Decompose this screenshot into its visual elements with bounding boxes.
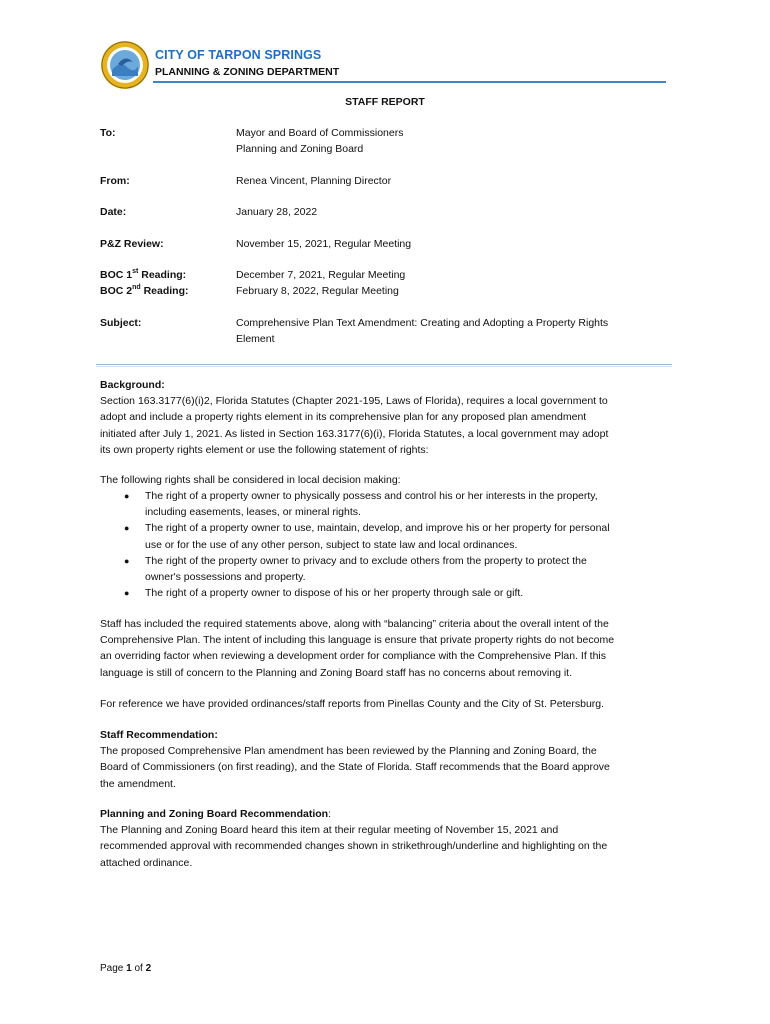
staff-recommendation-section: Staff Recommendation: The proposed Comprehensive Plan amendment has been reviewed by the Planning and Zoning Board, the Board of Commissioners (on first reading), and the State of Florida. Staff recommends that the Board approve the amendment.: [100, 727, 675, 792]
subject-value-line2: Element: [236, 333, 275, 345]
pz-review-label: P&Z Review:: [100, 238, 164, 250]
background-para1-line1: Section 163.3177(6)(i)2, Florida Statutes (Chapter 2021-195, Laws of Florida), requires a local government to: [100, 395, 608, 408]
pz-recommendation-section: Planning and Zoning Board Recommendation: The Planning and Zoning Board heard this item at their regular meeting of November 15, 2021 and recommended approval with recommended changes shown in strikethrough/underline and highlighting on the attached ordinance.: [100, 806, 675, 871]
list-item: ● The right of a property owner to dispose of his or her property through sale or gift.: [100, 585, 675, 601]
background-para3: For reference we have provided ordinances/staff reports from Pinellas County and the City of St. Petersburg.: [100, 698, 605, 710]
to-value-line1: Mayor and Board of Commissioners: [236, 127, 404, 139]
list-item: ● The right of a property owner to use, maintain, develop, and improve his or her property for personal use or for the use of any other person, subject to state law and local ordinances.: [124, 522, 610, 551]
bullet-icon: ●: [124, 523, 130, 534]
from-label: From:: [100, 175, 130, 187]
report-title: STAFF REPORT: [345, 96, 425, 108]
rights-intro: The following rights shall be considered in local decision making:: [100, 474, 401, 486]
subject-label: Subject:: [100, 317, 142, 329]
page-number: Page 1 of 2: [100, 963, 152, 974]
boc1-value: December 7, 2021, Regular Meeting: [236, 269, 406, 281]
section-divider-shadow: [96, 366, 672, 367]
background-para1-line4: its own property rights element or use the following statement of rights:: [100, 443, 429, 456]
bullet-icon: ●: [124, 555, 130, 566]
subject-value-line1: Comprehensive Plan Text Amendment: Creating and Adopting a Property Rights: [236, 317, 609, 329]
background-section: [100, 377, 675, 458]
bullet-icon: ●: [124, 491, 130, 501]
date-label: Date:: [100, 206, 127, 218]
department-name: PLANNING & ZONING DEPARTMENT: [155, 66, 340, 78]
bullet-icon: ●: [124, 588, 130, 599]
to-label: To:: [100, 127, 116, 139]
rights-list: [100, 488, 675, 601]
to-value-line2: Planning and Zoning Board: [236, 143, 364, 155]
city-name: CITY OF TARPON SPRINGS: [155, 48, 322, 62]
boc1-label: BOC 1st Reading:: [100, 267, 187, 281]
list-item: ● The right of a property owner to physically possess and control his or her interests in the property, including easements, leases, or mineral rights.: [124, 490, 598, 519]
boc2-value: February 8, 2022, Regular Meeting: [236, 285, 399, 297]
staff-recommendation-heading: Staff Recommendation:: [100, 729, 218, 741]
background-para1-line3: initiated after July 1, 2021. As listed in Section 163.3177(6)(i), Florida Statutes, a local government may adopt: [100, 427, 609, 440]
background-heading: Background:: [100, 379, 165, 391]
pz-review-value: November 15, 2021, Regular Meeting: [236, 238, 412, 250]
date-value: January 28, 2022: [236, 206, 318, 218]
header-divider: [153, 81, 666, 83]
background-para1-line2: adopt and include a property rights element in its comprehensive plan for any proposed plan amendment: [100, 411, 587, 424]
from-value: Renea Vincent, Planning Director: [236, 175, 392, 187]
boc2-label: BOC 2nd Reading:: [100, 283, 189, 297]
background-para2: Staff has included the required statements above, along with “balancing” criteria about the overall intent of the Comprehensive Plan. The intent of including this language is ensure that private property rights do not become an overriding factor when reviewing a development order for compliance with the Comprehensive Plan. If this language is still of concern to the Planning and Zoning Board staff has no concerns about removing it.: [100, 618, 615, 679]
city-seal-icon: [100, 40, 150, 90]
pz-recommendation-heading: Planning and Zoning Board Recommendation:: [100, 808, 332, 820]
list-item: ● The right of the property owner to privacy and to exclude others from the property to protect the owner's possessions and property.: [124, 554, 587, 584]
section-divider: [96, 364, 672, 365]
